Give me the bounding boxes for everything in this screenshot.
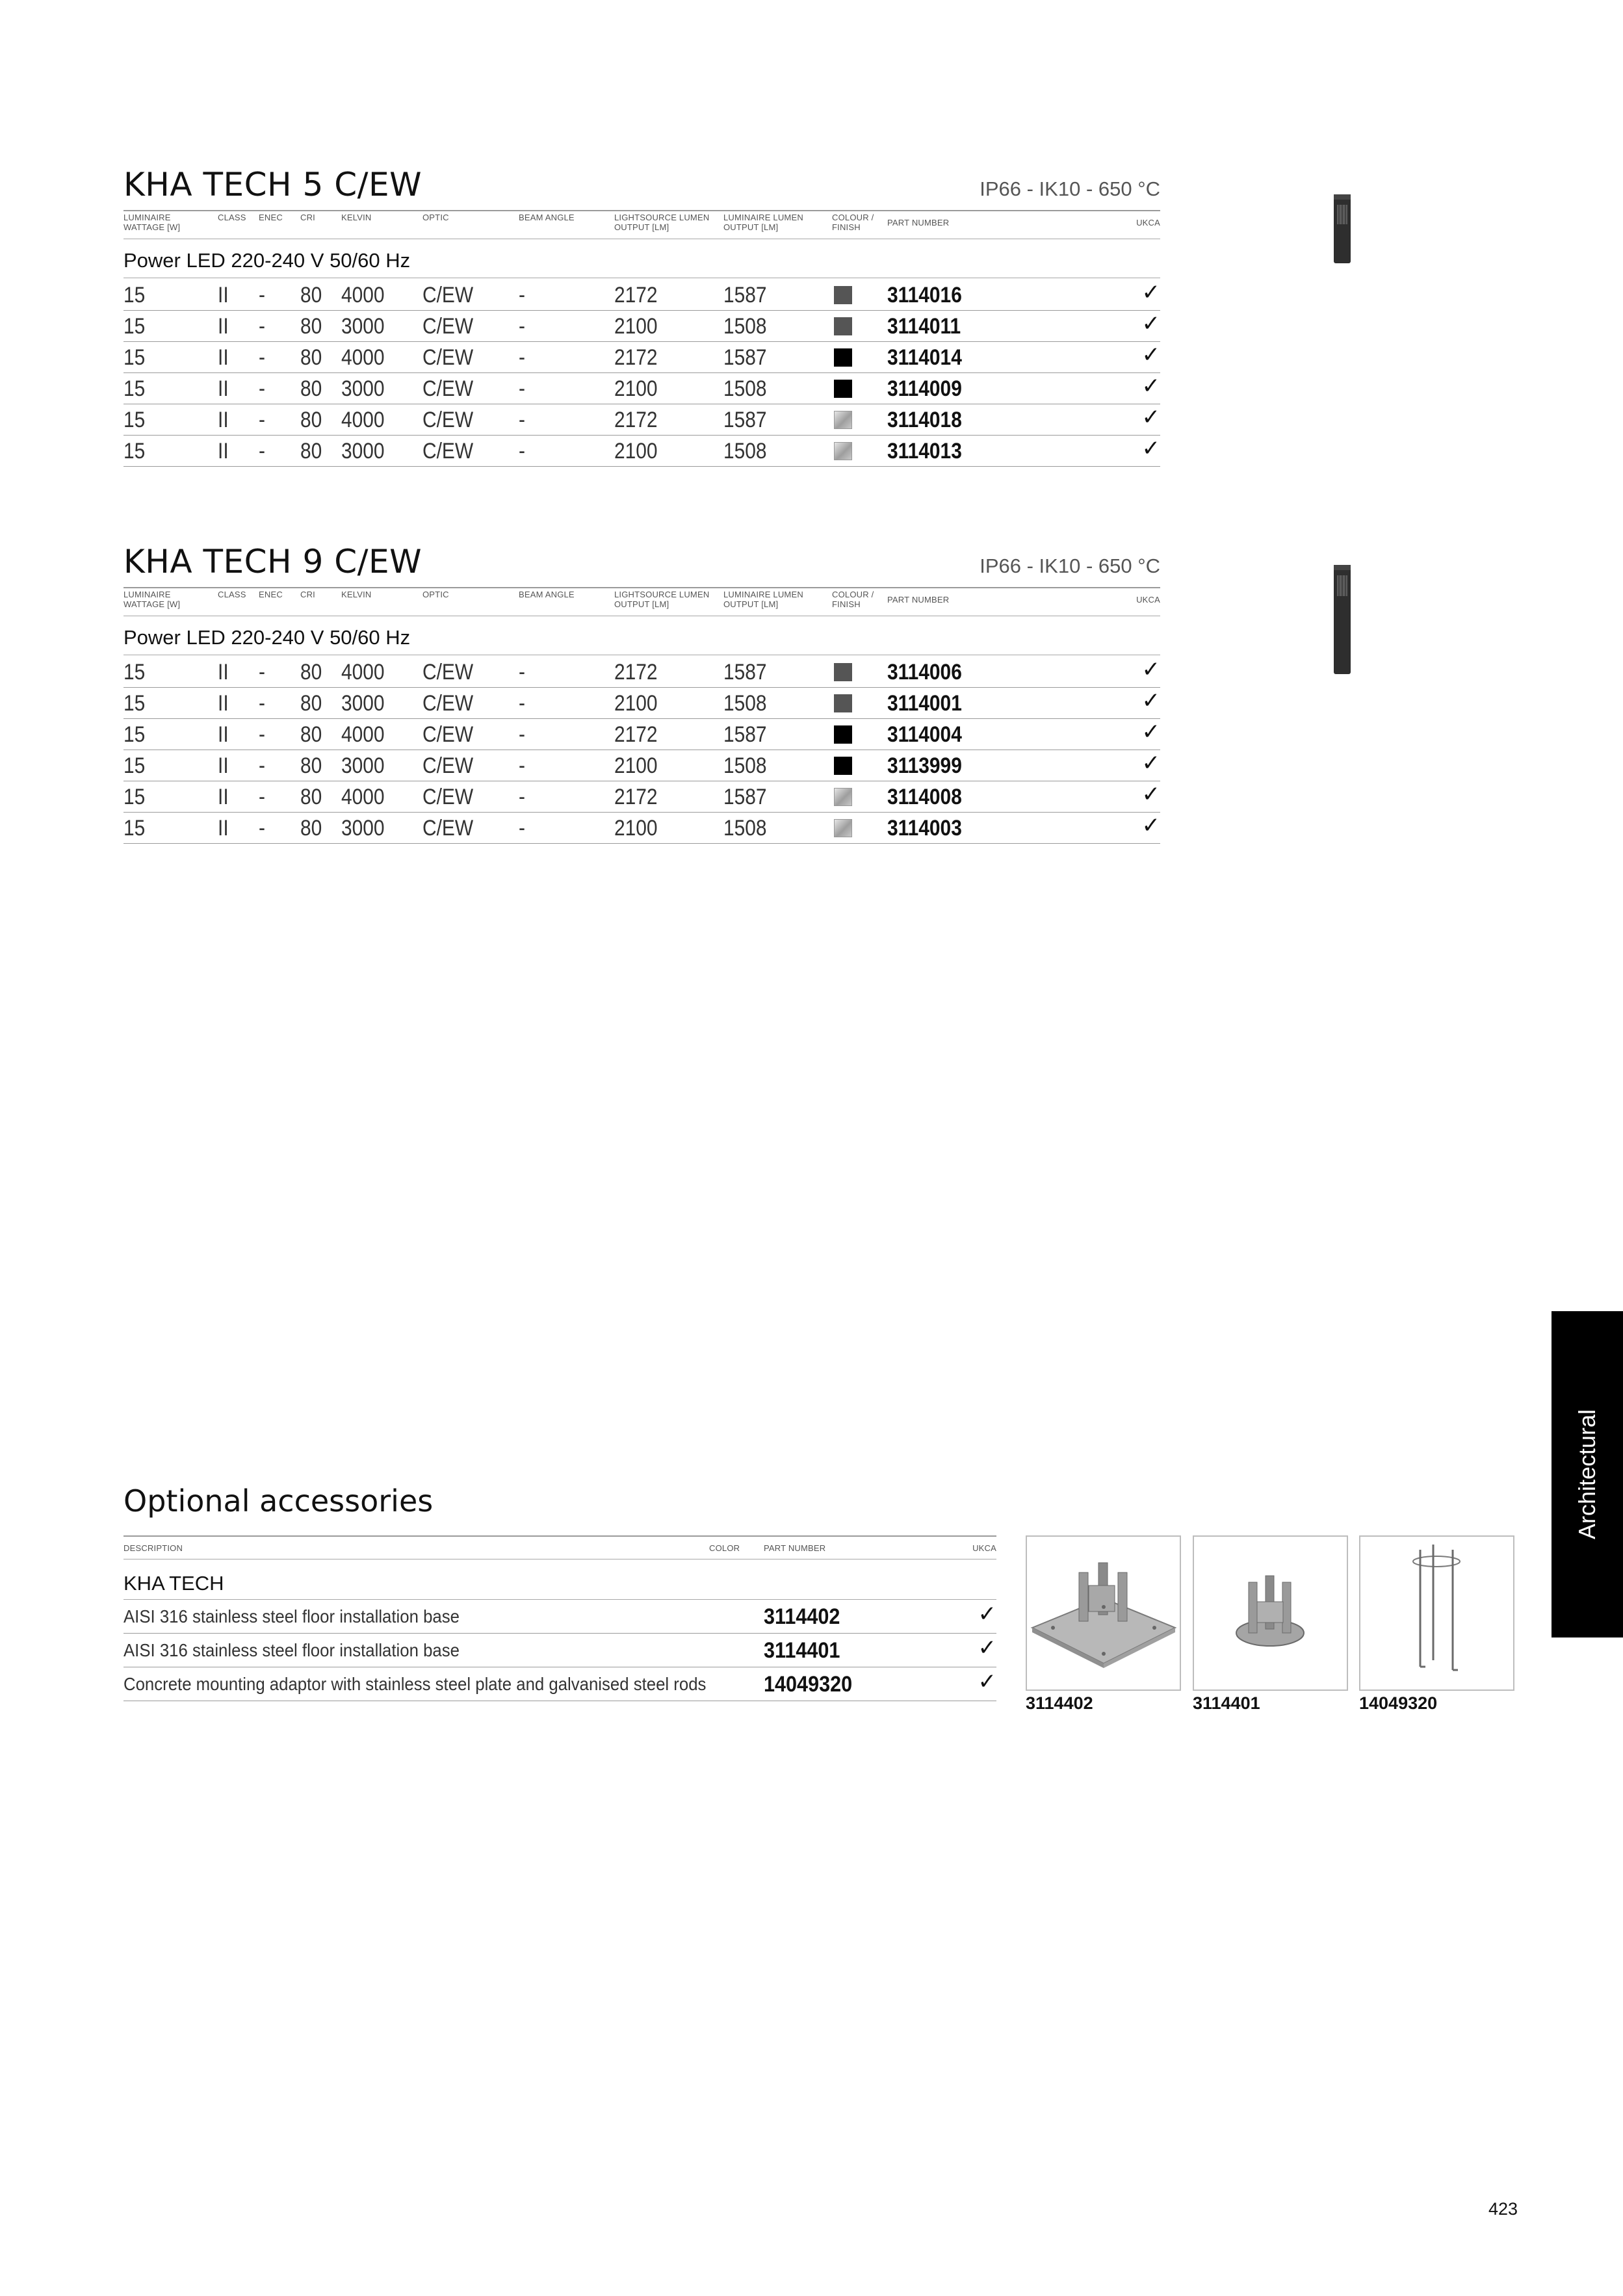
table-row <box>123 750 1160 781</box>
finish-swatch <box>834 380 852 398</box>
header-cri: CRI <box>300 590 315 599</box>
accessories-section <box>123 1483 996 1704</box>
cell-enec: - <box>259 408 265 432</box>
cell-cri: 80 <box>300 722 322 747</box>
header-lightsource-lumen: LIGHTSOURCE LUMEN OUTPUT [LM] <box>614 213 710 232</box>
cell-wattage: 15 <box>123 376 146 401</box>
cell-wattage: 15 <box>123 753 146 778</box>
table-header <box>123 213 1160 239</box>
table-row <box>123 656 1160 688</box>
ukca-check-icon: ✓ <box>1141 311 1160 337</box>
cell-part-number: 3114008 <box>887 785 962 809</box>
cell-wattage: 15 <box>123 785 146 809</box>
cell-optic: C/EW <box>422 408 474 432</box>
accessory-image-14049320 <box>1359 1535 1514 1691</box>
bollard-icon <box>1329 564 1355 675</box>
cell-luminaire-lumen: 1508 <box>723 439 767 463</box>
cell-part-number: 3114006 <box>887 660 962 685</box>
cell-beam-angle: - <box>519 785 525 809</box>
header-class: CLASS <box>218 213 246 222</box>
thumb-label: 3114401 <box>1193 1693 1260 1713</box>
cell-luminaire-lumen: 1587 <box>723 408 767 432</box>
header-optic: OPTIC <box>422 213 449 222</box>
finish-swatch <box>834 725 852 744</box>
cell-kelvin: 4000 <box>341 722 385 747</box>
cell-enec: - <box>259 753 265 778</box>
header-color: COLOR <box>709 1543 740 1553</box>
cell-part-number: 3114016 <box>887 283 962 307</box>
cell-luminaire-lumen: 1508 <box>723 314 767 339</box>
product-image-kha-tech-5 <box>1329 193 1355 265</box>
accessory-description: Concrete mounting adaptor with stainless steel plate and galvanised steel rods <box>123 1674 707 1694</box>
table-row <box>123 341 1160 373</box>
cell-class: II <box>218 376 229 401</box>
cell-lightsource-lumen: 2172 <box>614 408 658 432</box>
ukca-check-icon: ✓ <box>1141 781 1160 807</box>
cell-lightsource-lumen: 2172 <box>614 722 658 747</box>
cell-cri: 80 <box>300 345 322 370</box>
cell-enec: - <box>259 376 265 401</box>
cell-wattage: 15 <box>123 439 146 463</box>
header-ukca: UKCA <box>1136 595 1160 605</box>
accessory-part-number: 14049320 <box>764 1672 853 1697</box>
ukca-check-icon: ✓ <box>978 1635 996 1661</box>
table-row <box>123 372 1160 404</box>
ukca-check-icon: ✓ <box>1141 657 1160 683</box>
finish-swatch <box>834 819 852 837</box>
cell-cri: 80 <box>300 753 322 778</box>
cell-part-number: 3114001 <box>887 691 962 716</box>
cell-kelvin: 3000 <box>341 753 385 778</box>
cell-kelvin: 4000 <box>341 345 385 370</box>
accessory-description: AISI 316 stainless steel floor installation base <box>123 1640 460 1660</box>
cell-class: II <box>218 345 229 370</box>
group-label: Power LED 220-240 V 50/60 Hz <box>123 249 411 272</box>
cell-kelvin: 4000 <box>341 408 385 432</box>
header-luminaire-lumen: LUMINAIRE LUMEN OUTPUT [LM] <box>723 590 803 609</box>
cell-lightsource-lumen: 2100 <box>614 439 658 463</box>
ukca-check-icon: ✓ <box>1141 719 1160 745</box>
cell-class: II <box>218 314 229 339</box>
cell-beam-angle: - <box>519 408 525 432</box>
product-section-kha-tech-5 <box>123 166 1160 471</box>
cell-cri: 80 <box>300 376 322 401</box>
header-enec: ENEC <box>259 213 283 222</box>
product-title: KHA TECH 9 C/EW <box>123 543 422 581</box>
cell-kelvin: 4000 <box>341 283 385 307</box>
cell-class: II <box>218 722 229 747</box>
cell-lightsource-lumen: 2100 <box>614 816 658 841</box>
cell-optic: C/EW <box>422 691 474 716</box>
finish-swatch <box>834 442 852 460</box>
thumb-label: 14049320 <box>1359 1693 1438 1713</box>
cell-wattage: 15 <box>123 660 146 685</box>
ukca-check-icon: ✓ <box>1141 688 1160 714</box>
cell-class: II <box>218 439 229 463</box>
cell-optic: C/EW <box>422 376 474 401</box>
header-description: DESCRIPTION <box>123 1543 183 1553</box>
finish-swatch <box>834 694 852 712</box>
finish-swatch <box>834 317 852 335</box>
cell-kelvin: 3000 <box>341 376 385 401</box>
finish-swatch <box>834 757 852 775</box>
cell-kelvin: 4000 <box>341 785 385 809</box>
header-class: CLASS <box>218 590 246 599</box>
finish-swatch <box>834 348 852 367</box>
cell-class: II <box>218 753 229 778</box>
accessories-table-header <box>123 1543 996 1556</box>
accessory-description: AISI 316 stainless steel floor installation base <box>123 1606 460 1626</box>
cell-kelvin: 4000 <box>341 660 385 685</box>
cell-optic: C/EW <box>422 314 474 339</box>
cell-cri: 80 <box>300 816 322 841</box>
header-lightsource-lumen: LIGHTSOURCE LUMEN OUTPUT [LM] <box>614 590 710 609</box>
header-part-number: PART NUMBER <box>764 1543 826 1553</box>
table-header <box>123 590 1160 616</box>
bollard-icon <box>1329 193 1355 265</box>
floor-base-icon <box>1194 1537 1347 1689</box>
header-ukca: UKCA <box>972 1543 996 1553</box>
cell-beam-angle: - <box>519 816 525 841</box>
cell-enec: - <box>259 314 265 339</box>
header-kelvin: KELVIN <box>341 213 372 222</box>
cell-wattage: 15 <box>123 722 146 747</box>
cell-lightsource-lumen: 2100 <box>614 691 658 716</box>
cell-luminaire-lumen: 1587 <box>723 345 767 370</box>
table-row <box>123 687 1160 719</box>
cell-part-number: 3114013 <box>887 439 962 463</box>
header-colour-finish: COLOUR / FINISH <box>832 213 874 232</box>
cell-beam-angle: - <box>519 753 525 778</box>
cell-wattage: 15 <box>123 283 146 307</box>
cell-beam-angle: - <box>519 722 525 747</box>
cell-class: II <box>218 660 229 685</box>
side-tab <box>1552 1311 1623 1637</box>
accessory-part-number: 3114401 <box>764 1638 840 1663</box>
cell-beam-angle: - <box>519 691 525 716</box>
header-beam-angle: BEAM ANGLE <box>519 590 575 599</box>
cell-luminaire-lumen: 1508 <box>723 691 767 716</box>
header-wattage: LUMINAIRE WATTAGE [W] <box>123 590 181 609</box>
finish-swatch <box>834 788 852 806</box>
cell-class: II <box>218 408 229 432</box>
accessory-group-label: KHA TECH <box>123 1572 224 1595</box>
thumb-label: 3114402 <box>1026 1693 1093 1713</box>
table-row <box>123 404 1160 436</box>
cell-luminaire-lumen: 1508 <box>723 376 767 401</box>
finish-swatch <box>834 663 852 681</box>
ukca-check-icon: ✓ <box>1141 404 1160 430</box>
cell-optic: C/EW <box>422 816 474 841</box>
cell-part-number: 3114014 <box>887 345 962 370</box>
ukca-check-icon: ✓ <box>1141 750 1160 776</box>
cell-cri: 80 <box>300 660 322 685</box>
ukca-check-icon: ✓ <box>978 1669 996 1695</box>
finish-swatch <box>834 411 852 429</box>
cell-class: II <box>218 816 229 841</box>
ukca-check-icon: ✓ <box>1141 813 1160 839</box>
cell-beam-angle: - <box>519 345 525 370</box>
page-number: 423 <box>1488 2199 1518 2219</box>
cell-enec: - <box>259 722 265 747</box>
cell-cri: 80 <box>300 283 322 307</box>
cell-wattage: 15 <box>123 691 146 716</box>
cell-enec: - <box>259 345 265 370</box>
header-enec: ENEC <box>259 590 283 599</box>
side-tab-label: Architectural <box>1574 1409 1600 1540</box>
finish-swatch <box>834 286 852 304</box>
header-beam-angle: BEAM ANGLE <box>519 213 575 222</box>
table-row <box>123 279 1160 311</box>
ukca-check-icon: ✓ <box>1141 280 1160 306</box>
header-ukca: UKCA <box>1136 218 1160 228</box>
cell-beam-angle: - <box>519 660 525 685</box>
cell-lightsource-lumen: 2100 <box>614 376 658 401</box>
cell-wattage: 15 <box>123 345 146 370</box>
ukca-check-icon: ✓ <box>978 1601 996 1627</box>
cell-optic: C/EW <box>422 785 474 809</box>
ukca-check-icon: ✓ <box>1141 373 1160 399</box>
cell-beam-angle: - <box>519 439 525 463</box>
floor-base-plate-icon <box>1027 1537 1180 1689</box>
product-title: KHA TECH 5 C/EW <box>123 166 422 203</box>
table-row <box>123 718 1160 750</box>
cell-lightsource-lumen: 2172 <box>614 283 658 307</box>
cell-enec: - <box>259 816 265 841</box>
cell-optic: C/EW <box>422 722 474 747</box>
cell-luminaire-lumen: 1587 <box>723 283 767 307</box>
table-row <box>123 781 1160 813</box>
ukca-check-icon: ✓ <box>1141 342 1160 368</box>
product-rating: IP66 - IK10 - 650 °C <box>980 554 1160 577</box>
cell-wattage: 15 <box>123 314 146 339</box>
cell-optic: C/EW <box>422 345 474 370</box>
cell-class: II <box>218 691 229 716</box>
cell-cri: 80 <box>300 314 322 339</box>
cell-part-number: 3114003 <box>887 816 962 841</box>
cell-lightsource-lumen: 2100 <box>614 314 658 339</box>
cell-cri: 80 <box>300 691 322 716</box>
cell-kelvin: 3000 <box>341 816 385 841</box>
header-cri: CRI <box>300 213 315 222</box>
cell-kelvin: 3000 <box>341 439 385 463</box>
table-row <box>123 812 1160 844</box>
header-kelvin: KELVIN <box>341 590 372 599</box>
cell-cri: 80 <box>300 439 322 463</box>
accessory-row <box>123 1634 996 1667</box>
accessory-part-number: 3114402 <box>764 1604 840 1629</box>
cell-part-number: 3114018 <box>887 408 962 432</box>
cell-beam-angle: - <box>519 314 525 339</box>
cell-kelvin: 3000 <box>341 691 385 716</box>
header-part-number: PART NUMBER <box>887 595 950 605</box>
cell-lightsource-lumen: 2100 <box>614 753 658 778</box>
cell-cri: 80 <box>300 408 322 432</box>
header-colour-finish: COLOUR / FINISH <box>832 590 874 609</box>
accessories-title: Optional accessories <box>123 1483 434 1519</box>
group-label: Power LED 220-240 V 50/60 Hz <box>123 626 411 649</box>
cell-beam-angle: - <box>519 376 525 401</box>
header-part-number: PART NUMBER <box>887 218 950 228</box>
cell-class: II <box>218 785 229 809</box>
cell-enec: - <box>259 691 265 716</box>
cell-optic: C/EW <box>422 660 474 685</box>
cell-beam-angle: - <box>519 283 525 307</box>
cell-kelvin: 3000 <box>341 314 385 339</box>
cell-enec: - <box>259 660 265 685</box>
accessory-row <box>123 1668 996 1701</box>
cell-luminaire-lumen: 1587 <box>723 722 767 747</box>
cell-optic: C/EW <box>422 753 474 778</box>
cell-enec: - <box>259 439 265 463</box>
cell-wattage: 15 <box>123 816 146 841</box>
header-wattage: LUMINAIRE WATTAGE [W] <box>123 213 181 232</box>
accessory-image-3114402 <box>1026 1535 1181 1691</box>
cell-luminaire-lumen: 1508 <box>723 816 767 841</box>
table-row <box>123 435 1160 467</box>
cell-cri: 80 <box>300 785 322 809</box>
header-optic: OPTIC <box>422 590 449 599</box>
product-image-kha-tech-9 <box>1329 564 1355 675</box>
cell-part-number: 3114011 <box>887 314 961 339</box>
cell-lightsource-lumen: 2172 <box>614 345 658 370</box>
cell-optic: C/EW <box>422 439 474 463</box>
cell-class: II <box>218 283 229 307</box>
accessory-row <box>123 1600 996 1634</box>
cell-enec: - <box>259 785 265 809</box>
cell-luminaire-lumen: 1508 <box>723 753 767 778</box>
cell-wattage: 15 <box>123 408 146 432</box>
cell-part-number: 3114004 <box>887 722 962 747</box>
cell-optic: C/EW <box>422 283 474 307</box>
table-row <box>123 310 1160 342</box>
mounting-rods-icon <box>1360 1537 1513 1689</box>
cell-luminaire-lumen: 1587 <box>723 660 767 685</box>
cell-enec: - <box>259 283 265 307</box>
product-section-kha-tech-9 <box>123 543 1160 848</box>
cell-lightsource-lumen: 2172 <box>614 785 658 809</box>
product-rating: IP66 - IK10 - 650 °C <box>980 177 1160 200</box>
cell-lightsource-lumen: 2172 <box>614 660 658 685</box>
accessory-image-3114401 <box>1193 1535 1348 1691</box>
ukca-check-icon: ✓ <box>1141 436 1160 462</box>
cell-part-number: 3114009 <box>887 376 962 401</box>
header-luminaire-lumen: LUMINAIRE LUMEN OUTPUT [LM] <box>723 213 803 232</box>
cell-luminaire-lumen: 1587 <box>723 785 767 809</box>
cell-part-number: 3113999 <box>887 753 962 778</box>
